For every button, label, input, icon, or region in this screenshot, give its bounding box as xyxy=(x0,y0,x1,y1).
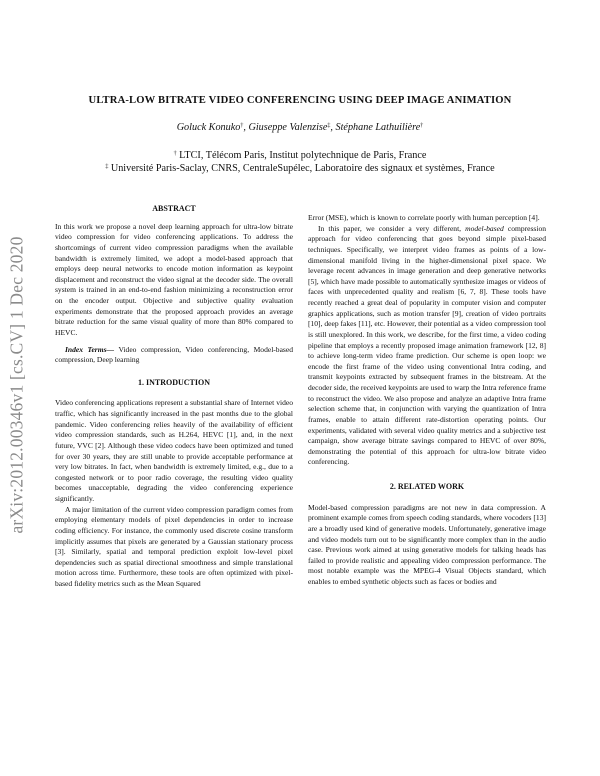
abstract-heading: ABSTRACT xyxy=(152,204,196,213)
related-work-heading: 2. RELATED WORK xyxy=(389,482,465,491)
author-2-mark: ‡ xyxy=(327,123,331,129)
intro-paragraph-3-start: In this paper, we consider a very different, xyxy=(318,223,466,233)
author-1: Goluck Konuko xyxy=(176,122,241,133)
affiliation-2-text: Université Paris-Saclay, CNRS, CentraleSupélec, Laboratoire des signaux et systèmes, France xyxy=(110,163,495,174)
abstract-text: In this work we propose a novel deep learning approach for ultra-low bitrate video compression for video conferencing applications. To address the shortcomings of current video compression paradigms when the available bandwidth is extremely limited, we adopt a model-based approach that employs deep neural networks to encode motion information as keypoint displacement and reconstruct the video signal at the decoder side. The overall system is trained in an end-to-end fashion minimizing a reconstruction error on the encoder output. Objective and subjective quality evaluation experiments demonstrate that the proposed approach provides an average bitrate reduction for the same visual quality of more than 80% compared to HEVC. xyxy=(55,221,293,337)
author-1-mark: † xyxy=(240,123,244,129)
author-3: Stéphane Lathuilière xyxy=(335,122,421,133)
arxiv-stamp-text: arXiv:2012.00346v1 [cs.CV] 1 Dec 2020 xyxy=(6,236,27,534)
introduction-paragraph-1: Video conferencing applications represent a substantial share of Internet video traffic, which has significantly increased in the past months due to the global pandemic. Video conferencing relies heavily of the availability of efficient video compression standards, such as H.264, HEVC [1], and, in the next future, VVC [2]. Although these video codecs have been optimized and tuned for over 30 years, they are still unable to provide acceptable performance at very low bitrates. In fact, when bandwidth is extremely limited, e.g., due to a congested network or to poor radio coverage, the resulting video quality becomes unacceptable, degrading the video conferencing experience significantly. xyxy=(55,398,293,503)
introduction-heading: 1. INTRODUCTION xyxy=(137,377,210,387)
index-terms-text: Video compression, Video conferencing, Model-based compression, Deep learning xyxy=(55,344,293,365)
index-terms xyxy=(55,345,293,366)
related-work-paragraph: Model-based compression paradigms are not new in data compression. A prominent example comes from speech coding standards, where vocoders [13] are a broadly used kind of generative models. Unfortunately, generative image and video models turn out to be significantly more complex than in the audio case. Previous work aimed at using generative models for talking heads has failed to provide realistic and appealing video compression performance. The most notable example was the MPEG-4 Visual Objects standard, which enables to embed synthetic objects such as faces or bodies and xyxy=(308,502,546,586)
affiliation-1-text: LTCI, Télécom Paris, Institut polytechnique de Paris, France xyxy=(179,150,427,161)
affiliation-1 xyxy=(0,150,600,161)
intro-continuation: Error (MSE), which is known to correlate poorly with human perception [4]. xyxy=(308,213,540,222)
introduction-paragraph-2: A major limitation of the current video compression paradigm comes from employing elementary models of pixel dependencies in order to increase coding efficiency. For instance, the commonly used discrete cosine transform implicitly assumes that pixels are generated by a Gaussian stationary process [3]. Similarly, spatial and temporal prediction exploit low-level pixel dependencies such as spatial directional smoothness and simple translational motion across time. Furthermore, these tools are often optimized with pixel-based fidelity metrics such as the Mean Squared xyxy=(55,504,293,588)
intro-paragraph-3-rest: compression approach for video conferencing that goes beyond simple pixel-based techniques. Specifically, we interpret video frames as points of a low-dimensional manifold living in the higher-dimensional pixel space. We leverage recent advances in image generation and deep generative networks [5], which have made possible to automatically synthesize images or videos of faces with unprecedented quality and realism [6, 7, 8]. These tools have recently reached a great deal of popularity in computer vision and computer graphics applications, such as motion transfer [9], creation of video portraits [10], deep fakes [11], etc. However, their potential as a video compression tool is still unexplored. In this work, we describe, for the first time, a video coding pipeline that employs a recently proposed image animation framework [12, 8] to achieve long-term video frame prediction. Our scheme is open loop: we encode the first frame of the video using conventional Intra coding, and transmit keypoints extracted by subsequent frames in the bitstream. At the decoder side, the received keypoints are used to warp the Intra reference frame to reconstruct the video. We also propose and analyze an adaptive Intra frame selection scheme that, in conjunction with varying the quantization of Intra frames, enable to attain different rate-distortion operating points. Our experiments, validated with several video quality metrics and a subjective test campaign, show average bitrate savings compared to HEVC of over 80%, demonstrating the potential of this approach for ultra-low bitrate video conferencing. xyxy=(308,223,546,467)
affiliation-2-mark: ‡ xyxy=(105,164,109,170)
index-terms-label: Index Terms— xyxy=(65,344,115,354)
intro-paragraph-3 xyxy=(308,224,546,468)
left-column xyxy=(55,204,293,590)
right-column xyxy=(308,213,546,588)
affiliation-1-mark: † xyxy=(173,151,177,157)
affiliation-2 xyxy=(0,163,600,174)
author-line: Goluck Konuko†, Giuseppe Valenzise‡, Stéphane Lathuilière† xyxy=(176,122,424,133)
author-2: Giuseppe Valenzise xyxy=(248,122,328,133)
model-based-emphasis: model-based xyxy=(465,223,504,233)
arxiv-stamp xyxy=(2,205,32,565)
paper-title: ULTRA-LOW BITRATE VIDEO CONFERENCING USING DEEP IMAGE ANIMATION xyxy=(88,95,512,106)
author-3-mark: † xyxy=(420,123,424,129)
